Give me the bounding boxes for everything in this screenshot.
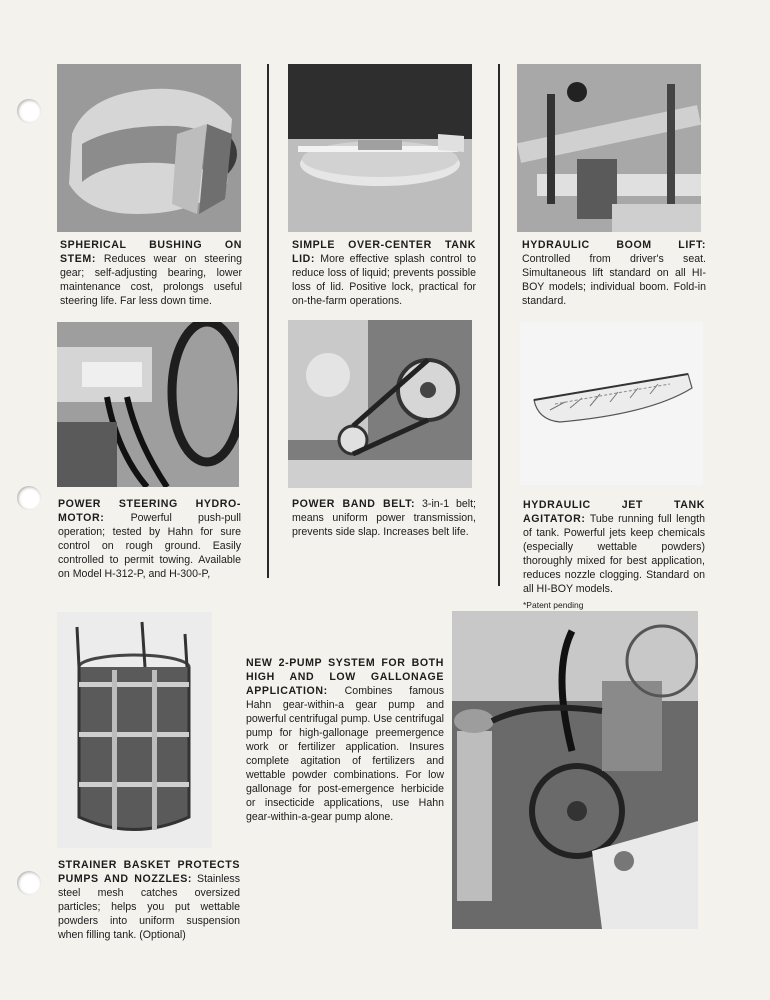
patent-note: *Patent pending (523, 600, 584, 610)
caption-heading: SIMPLE OVER-CENTER TANK LID: (292, 239, 476, 265)
binder-hole (17, 486, 41, 510)
column-divider (267, 64, 269, 578)
caption-body: 3-in-1 belt; means uniform power transmission, prevents side slap. Increases belt life. (292, 498, 476, 538)
caption-heading: HYDRAULIC BOOM LIFT: (522, 239, 706, 251)
photo-tank-lid (288, 64, 472, 232)
caption-heading: POWER BAND BELT: (292, 498, 416, 510)
photo-jet-agitator (520, 322, 703, 485)
caption-body: Reduces wear on steering gear; self-adjusting bearing, lower maintenance cost, prolongs useful steering life. Far less down time. (60, 253, 242, 307)
caption-heading: POWER STEERING HYDRO-MOTOR: (58, 498, 241, 524)
photo-power-band-belt (288, 320, 472, 488)
caption-heading: HYDRAULIC JET TANK AGITATOR: (523, 499, 705, 525)
caption-body: Powerful push-pull operation; tested by Hahn for sure control on rough ground. Easily controlled to permit towing. Available on Model H-312-P, and H-300-P, (58, 512, 241, 580)
caption-body: Stainless steel mesh catches oversized particles; helps you put wettable powders into uniform suspension when filling tank. (Optional) (58, 873, 240, 941)
caption-heading: SPHERICAL BUSHING ON STEM: (60, 239, 242, 265)
binder-hole (17, 871, 41, 895)
photo-power-steering (57, 322, 239, 487)
caption-power-band-belt (292, 497, 476, 539)
caption-body: Combines famous Hahn gear-within-a gear pump and powerful centrifugal pump. Use centrifugal pump for high-gallonage preemergence work or fertilizer application. Insures complete agitation of fertilizers and wettable powder combinations. For low gallonage for post-emergence herbicide or insecticide applications, use Hahn gear-within-a-gear pump alone. (246, 685, 444, 823)
photo-spherical-bushing (57, 64, 241, 232)
caption-strainer-basket (58, 858, 240, 942)
binder-hole (17, 99, 41, 123)
caption-body: Tube running full length of tank. Powerful jets keep chemicals (especially wettable powders) thoroughly mixed for best application, reduces nozzle clogging. Standard on all HI-BOY models. (523, 513, 705, 595)
caption-body: More effective splash control to reduce loss of liquid; prevents possible loss of lid. Positive lock, practical for on-the-farm operations. (292, 253, 476, 307)
caption-tank-lid (292, 238, 476, 308)
caption-two-pump-system (246, 656, 444, 824)
photo-strainer-basket (57, 612, 212, 848)
caption-jet-agitator (523, 498, 705, 596)
caption-heading: STRAINER BASKET PROTECTS PUMPS AND NOZZLES: (58, 859, 240, 885)
caption-heading: NEW 2-PUMP SYSTEM FOR BOTH HIGH AND LOW GALLONAGE APPLICATION: (246, 657, 444, 697)
photo-two-pump-system (452, 611, 698, 929)
caption-power-steering (58, 497, 241, 581)
caption-spherical-bushing (60, 238, 242, 308)
caption-body: Controlled from driver's seat. Simultaneous lift standard on all HI-BOY models; individual boom. Fold-in standard. (522, 253, 706, 307)
column-divider (498, 64, 500, 586)
caption-boom-lift (522, 238, 706, 308)
photo-boom-lift (517, 64, 701, 232)
